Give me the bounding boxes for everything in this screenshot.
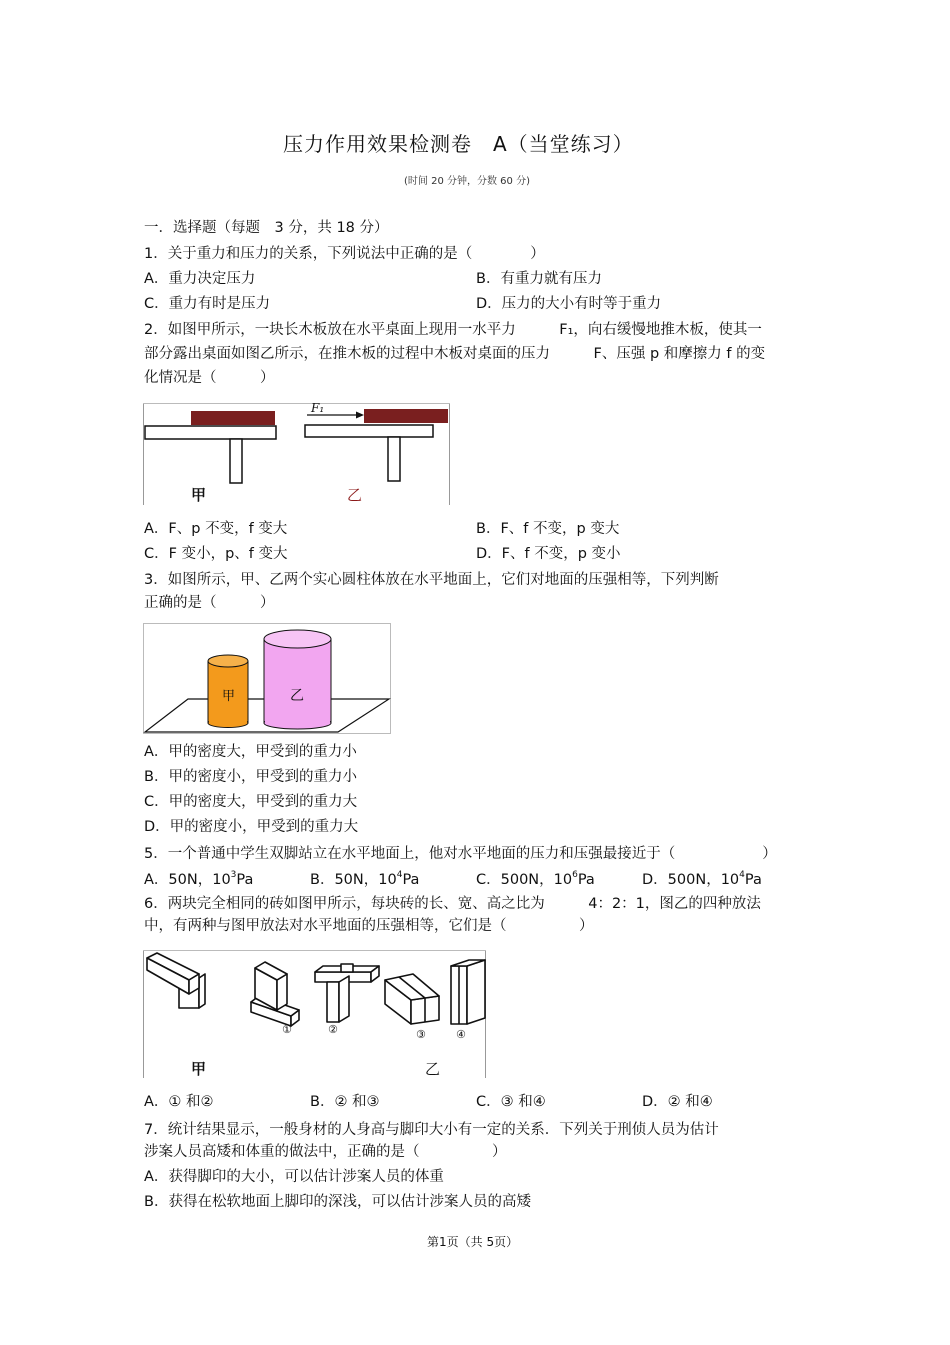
brick-figure-3 bbox=[385, 974, 439, 1024]
cylinder-right-top bbox=[264, 630, 331, 648]
q2-stem-line1: 2．如图甲所示，一块长木板放在水平桌面上现用一水平力 F₁，向右缓慢地推木板，使其一 bbox=[144, 322, 762, 338]
q7-option-b: B．获得在松软地面上脚印的深浅，可以估计涉案人员的高矮 bbox=[144, 1194, 531, 1210]
q5-stem: 5．一个普通中学生双脚站立在水平地面上，他对水平地面的压力和压强最接近于（ ） bbox=[144, 846, 777, 862]
q5-d-unit: Pa bbox=[744, 872, 762, 888]
q5-option-a bbox=[144, 871, 253, 889]
q2-right-table-leg bbox=[388, 437, 400, 481]
q2-right-tabletop bbox=[305, 425, 433, 437]
force-label: F₁ bbox=[311, 401, 325, 415]
page-title: 压力作用效果检测卷 A（当堂练习） bbox=[283, 132, 634, 156]
q1-option-d: D．压力的大小有时等于重力 bbox=[476, 296, 662, 312]
brick-figure-2 bbox=[315, 964, 379, 1022]
q2-figure-label-right: 乙 bbox=[347, 486, 363, 504]
q2-right-board bbox=[364, 409, 448, 423]
q2-figure bbox=[143, 403, 450, 505]
q1-option-b: B．有重力就有压力 bbox=[476, 271, 602, 287]
q5-option-b bbox=[310, 871, 419, 889]
q3-figure bbox=[143, 623, 391, 734]
brick-number-4: ④ bbox=[456, 1028, 466, 1041]
q6-figure bbox=[143, 950, 486, 1078]
q5-b-unit: Pa bbox=[402, 872, 420, 888]
q5-d-exponent: 4 bbox=[739, 870, 745, 880]
q7-stem-line2: 涉案人员高矮和体重的做法中，正确的是（ ） bbox=[144, 1144, 507, 1160]
q3-option-d: D．甲的密度小，甲受到的重力大 bbox=[144, 819, 359, 835]
q6-stem-line1: 6．两块完全相同的砖如图甲所示，每块砖的长、宽、高之比为 4：2：1，图乙的四种放法 bbox=[144, 896, 761, 912]
page-subtitle: (时间 20 分钟，分数 60 分) bbox=[404, 176, 530, 187]
q5-c-base: C．500N，10 bbox=[476, 872, 573, 888]
q6-figure-label-left: 甲 bbox=[191, 1060, 207, 1078]
q6-option-c: C．③ 和④ bbox=[476, 1094, 546, 1110]
q2-stem-line2: 部分露出桌面如图乙所示，在推木板的过程中木板对桌面的压力 F、压强 p 和摩擦力 f 的变 bbox=[144, 346, 766, 362]
q7-stem-line1: 7．统计结果显示，一般身材的人身高与脚印大小有一定的关系．下列关于刑侦人员为估计 bbox=[144, 1122, 719, 1138]
q2-option-b: B．F、f 不变，p 变大 bbox=[476, 521, 620, 537]
q6-stem-line2: 中，有两种与图甲放法对水平地面的压强相等，它们是（ ） bbox=[144, 918, 594, 934]
q3-stem-line1: 3．如图所示，甲、乙两个实心圆柱体放在水平地面上，它们对地面的压强相等，下列判断 bbox=[144, 572, 719, 588]
brick-number-2: ② bbox=[328, 1023, 338, 1036]
brick-number-3: ③ bbox=[416, 1028, 426, 1041]
q2-figure-label-left: 甲 bbox=[191, 486, 207, 504]
cylinder-left-top bbox=[208, 655, 248, 667]
q5-option-d bbox=[642, 871, 762, 889]
q5-option-c bbox=[476, 871, 595, 889]
q2-left-tabletop bbox=[145, 426, 276, 439]
q2-left-board bbox=[191, 411, 275, 425]
q2-option-a: A．F、p 不变，f 变大 bbox=[144, 521, 288, 537]
q3-figure-svg bbox=[143, 623, 391, 734]
q5-a-unit: Pa bbox=[236, 872, 254, 888]
force-arrowhead bbox=[356, 412, 364, 419]
q1-option-a: A．重力决定压力 bbox=[144, 271, 256, 287]
q2-option-d: D．F、f 不变，p 变小 bbox=[476, 546, 621, 562]
q6-option-d: D．② 和④ bbox=[642, 1094, 713, 1110]
brick-figure-4 bbox=[451, 960, 485, 1024]
q5-a-exponent: 3 bbox=[230, 870, 237, 880]
q6-option-b: B．② 和③ bbox=[310, 1094, 380, 1110]
q2-stem-line3: 化情况是（ ） bbox=[144, 370, 275, 386]
q3-option-c: C．甲的密度大，甲受到的重力大 bbox=[144, 794, 358, 810]
q5-a-base: A．50N，10 bbox=[144, 872, 231, 888]
q1-option-c: C．重力有时是压力 bbox=[144, 296, 271, 312]
q2-figure-svg bbox=[143, 403, 450, 505]
q6-option-a: A．① 和② bbox=[144, 1094, 214, 1110]
q3-stem-line2: 正确的是（ ） bbox=[144, 595, 275, 611]
q2-option-c: C．F 变小，p、f 变大 bbox=[144, 546, 288, 562]
q2-left-table-leg bbox=[230, 439, 242, 483]
q5-b-exponent: 4 bbox=[396, 870, 403, 880]
q3-option-b: B．甲的密度小，甲受到的重力小 bbox=[144, 769, 357, 785]
q5-b-base: B．50N，10 bbox=[310, 872, 397, 888]
section-heading: 一．选择题（每题 3 分，共 18 分） bbox=[144, 220, 389, 236]
brick-figure-1 bbox=[251, 962, 299, 1026]
q5-c-exponent: 6 bbox=[572, 870, 578, 880]
cylinder-right-body bbox=[264, 639, 331, 723]
q5-c-unit: Pa bbox=[577, 872, 595, 888]
q1-stem: 1．关于重力和压力的关系，下列说法中正确的是（ ） bbox=[144, 246, 545, 262]
q6-figure-label-right: 乙 bbox=[425, 1060, 441, 1078]
cylinder-left-label: 甲 bbox=[222, 689, 236, 704]
cylinder-right-label: 乙 bbox=[290, 688, 304, 704]
q7-option-a: A．获得脚印的大小，可以估计涉案人员的体重 bbox=[144, 1169, 444, 1185]
q5-d-base: D．500N，10 bbox=[642, 872, 740, 888]
brick-number-1: ① bbox=[282, 1023, 292, 1036]
page-footer: 第1页（共 5页） bbox=[427, 1235, 519, 1249]
brick-figure-jia bbox=[147, 953, 205, 1008]
q3-option-a: A．甲的密度大，甲受到的重力小 bbox=[144, 744, 357, 760]
